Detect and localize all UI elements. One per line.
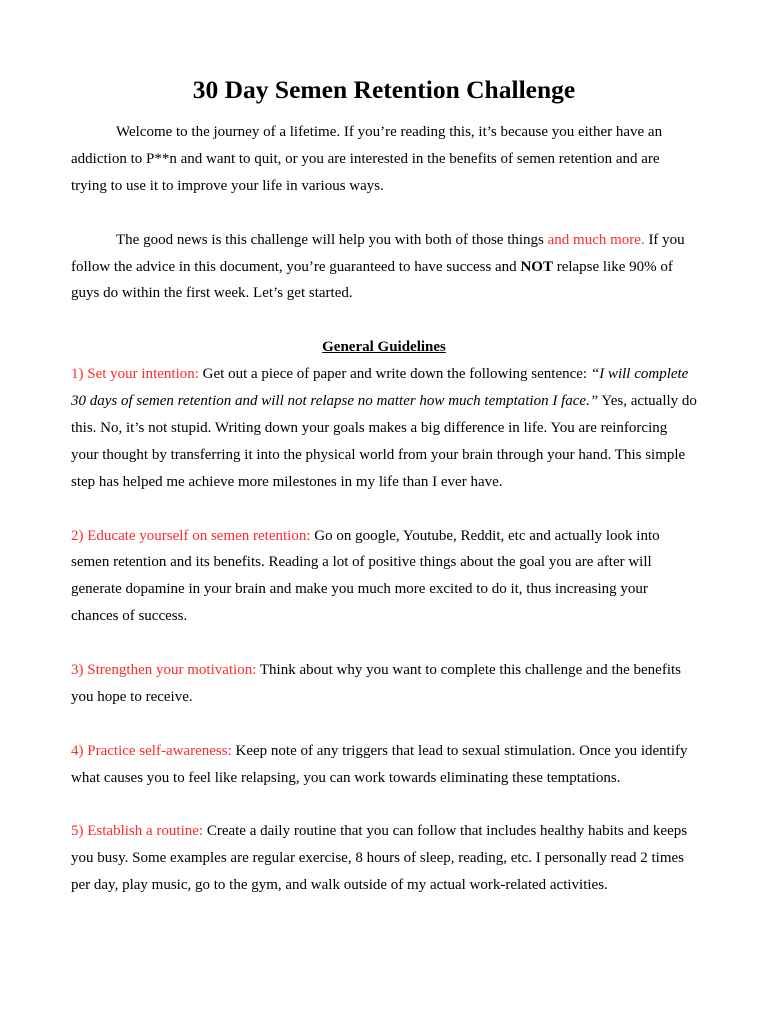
guideline-text: Think about why you want to complete this challenge and the benefits you hope to receive. [71, 662, 682, 705]
guideline-text: Go on google, Youtube, Reddit, etc and actually look into semen retention and its benefits. Reading a lot of positive things about the goal you are after will generate dopamine in your brain and make you much more excited to do it, thus increasing your chances of success. [71, 527, 660, 625]
guideline-text: Keep note of any triggers that lead to sexual stimulation. Once you identify what causes you to feel like relapsing, you can work towards eliminating these temptations. [71, 742, 688, 786]
intro-paragraph-1 [71, 119, 697, 200]
guideline-quote: “I will complete 30 days of semen retention and will not relapse no matter how much temptation I face.” [71, 366, 689, 410]
intro-highlight: and much more. [547, 231, 645, 248]
guideline-text: Create a daily routine that you can follow that includes healthy habits and keeps you busy. Some examples are regular exercise, 8 hours of sleep, reading, etc. I personally read 2 times per day, play music, go to the gym, and walk outside of my actual work-related activities. [71, 823, 688, 894]
guideline-5 [71, 818, 697, 899]
intro-text-1: Welcome to the journey of a lifetime. If you’re reading this, it’s because you either have an addiction to P**n and want to quit, or you are interested in the benefits of semen retention and are trying to use it to improve your life in various ways. [71, 124, 663, 194]
spacer [71, 630, 697, 657]
spacer [71, 711, 697, 738]
intro-paragraph-2 [71, 227, 697, 308]
intro-text-2c: relapse like 90% of guys do within the first week. Let’s get started. [71, 258, 673, 302]
spacer [71, 792, 697, 819]
intro-text-2a: The good news is this challenge will help you with both of those things [116, 231, 548, 248]
guideline-text: Yes, actually do this. No, it’s not stupid. Writing down your goals makes a big difference in life. You are reinforcing your thought by transferring it into the physical world from your brain through your hand. This simple step has helped me achieve more milestones in my life than I ever have. [71, 393, 697, 490]
spacer [71, 307, 697, 334]
spacer [71, 200, 697, 227]
guideline-label: 1) Set your intention: [71, 366, 199, 383]
guideline-label: 5) Establish a routine: [71, 823, 204, 840]
guideline-label: 2) Educate yourself on semen retention: [71, 527, 311, 544]
guideline-4 [71, 738, 697, 792]
document-title: 30 Day Semen Retention Challenge [192, 75, 576, 104]
intro-emphasis: NOT [520, 258, 553, 275]
section-heading: General Guidelines [322, 339, 446, 356]
guideline-label: 3) Strengthen your motivation: [71, 662, 257, 679]
guideline-1 [71, 361, 697, 496]
guideline-label: 4) Practice self-awareness: [71, 742, 232, 759]
intro-text-2b: If you follow the advice in this document, you’re guaranteed to have success and [71, 231, 685, 275]
spacer [71, 496, 697, 523]
guideline-3 [71, 657, 697, 711]
guideline-text: Get out a piece of paper and write down the following sentence: [198, 366, 591, 383]
guideline-2 [71, 523, 697, 631]
